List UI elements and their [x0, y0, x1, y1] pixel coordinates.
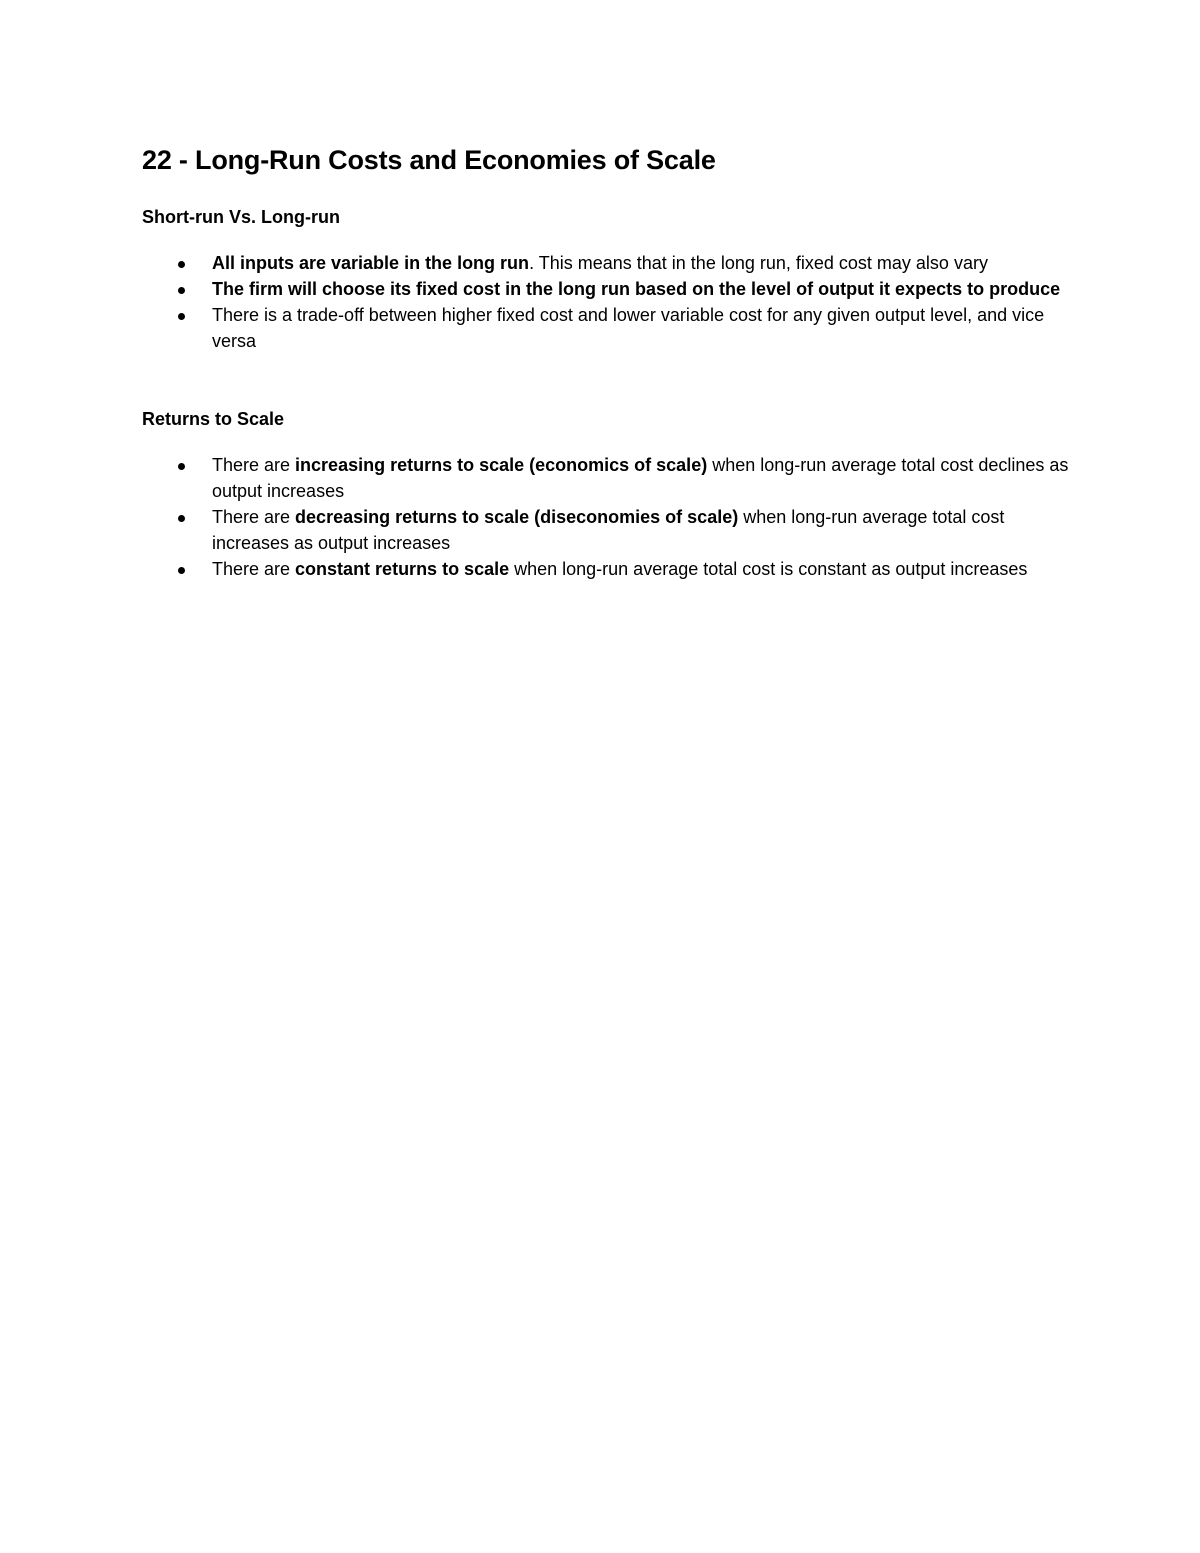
section-heading-returns-to-scale: Returns to Scale: [142, 409, 285, 429]
bold-text: decreasing returns to scale (diseconomies of scale): [295, 507, 739, 527]
short-vs-long-run-list: [142, 250, 1072, 354]
body-text: There are: [212, 507, 296, 527]
bullet-icon: [178, 287, 185, 294]
document-content: [142, 138, 1072, 582]
returns-to-scale-list: [142, 452, 1072, 582]
body-text: when long-run average total cost increases as output increases: [212, 507, 1005, 553]
body-text: There are: [212, 455, 296, 475]
body-text: There are: [212, 559, 296, 579]
list-item: [142, 250, 1072, 276]
bold-text: The firm will choose its fixed cost in the long run based on the level of output it expects to produce: [212, 279, 1061, 299]
list-item: [142, 302, 1072, 354]
bullet-icon: [178, 463, 185, 470]
body-text: . This means that in the long run, fixed cost may also vary: [529, 253, 988, 273]
section-heading-short-vs-long-run: Short-run Vs. Long-run: [142, 207, 340, 227]
list-item: [142, 452, 1072, 504]
bullet-icon: [178, 567, 185, 574]
bullet-icon: [178, 515, 185, 522]
bold-text: constant returns to scale: [295, 559, 510, 579]
bold-text: All inputs are variable in the long run: [212, 253, 530, 273]
list-item: [142, 276, 1072, 302]
list-item: [142, 504, 1072, 556]
bold-text: increasing returns to scale (economics of scale): [295, 455, 708, 475]
bullet-icon: [178, 313, 185, 320]
body-text: when long-run average total cost is constant as output increases: [509, 559, 1028, 579]
body-text: There is a trade-off between higher fixed cost and lower variable cost for any given output level, and vice versa: [212, 305, 1045, 351]
bullet-icon: [178, 261, 185, 268]
list-item: [142, 556, 1072, 582]
body-text: when long-run average total cost declines as output increases: [212, 455, 1069, 501]
document-title: 22 - Long-Run Costs and Economies of Scale: [142, 145, 716, 175]
